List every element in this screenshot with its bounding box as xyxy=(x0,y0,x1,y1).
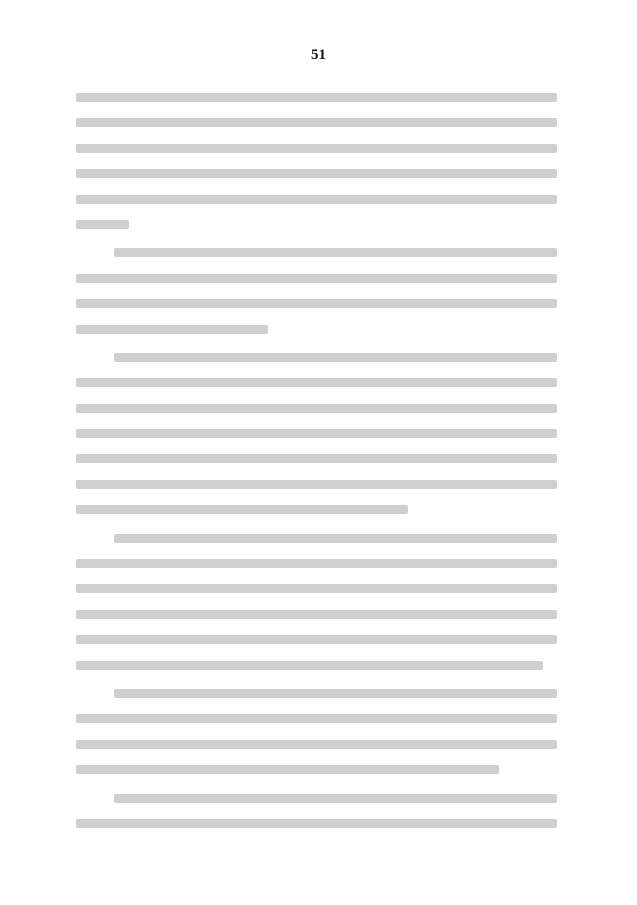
text-line xyxy=(76,652,557,677)
paragraph-2 xyxy=(76,239,557,341)
paragraph-5 xyxy=(76,680,557,782)
text-line xyxy=(76,395,557,420)
page-number: 51 xyxy=(311,47,326,63)
text-line xyxy=(76,109,557,134)
text-line xyxy=(76,420,557,445)
text-line xyxy=(76,344,557,369)
text-line xyxy=(76,186,557,211)
text-line xyxy=(76,84,557,109)
text-line xyxy=(76,601,557,626)
text-line xyxy=(76,731,557,756)
text-line xyxy=(76,626,557,651)
text-line xyxy=(76,525,557,550)
paragraph-3 xyxy=(76,344,557,522)
text-line xyxy=(76,239,557,264)
text-line xyxy=(76,785,557,810)
text-line xyxy=(76,445,557,470)
text-line xyxy=(76,211,557,236)
text-line xyxy=(76,705,557,730)
paragraph-6 xyxy=(76,785,557,836)
paragraph-4 xyxy=(76,525,557,677)
text-line xyxy=(76,550,557,575)
text-line xyxy=(76,265,557,290)
text-line xyxy=(76,496,557,521)
text-line xyxy=(76,316,557,341)
text-line xyxy=(76,680,557,705)
text-line xyxy=(76,160,557,185)
text-line xyxy=(76,575,557,600)
text-line xyxy=(76,471,557,496)
text-line xyxy=(76,290,557,315)
text-line xyxy=(76,369,557,394)
text-line xyxy=(76,756,557,781)
document-body xyxy=(76,84,557,838)
text-line xyxy=(76,135,557,160)
paragraph-1 xyxy=(76,84,557,236)
text-line xyxy=(76,810,557,835)
